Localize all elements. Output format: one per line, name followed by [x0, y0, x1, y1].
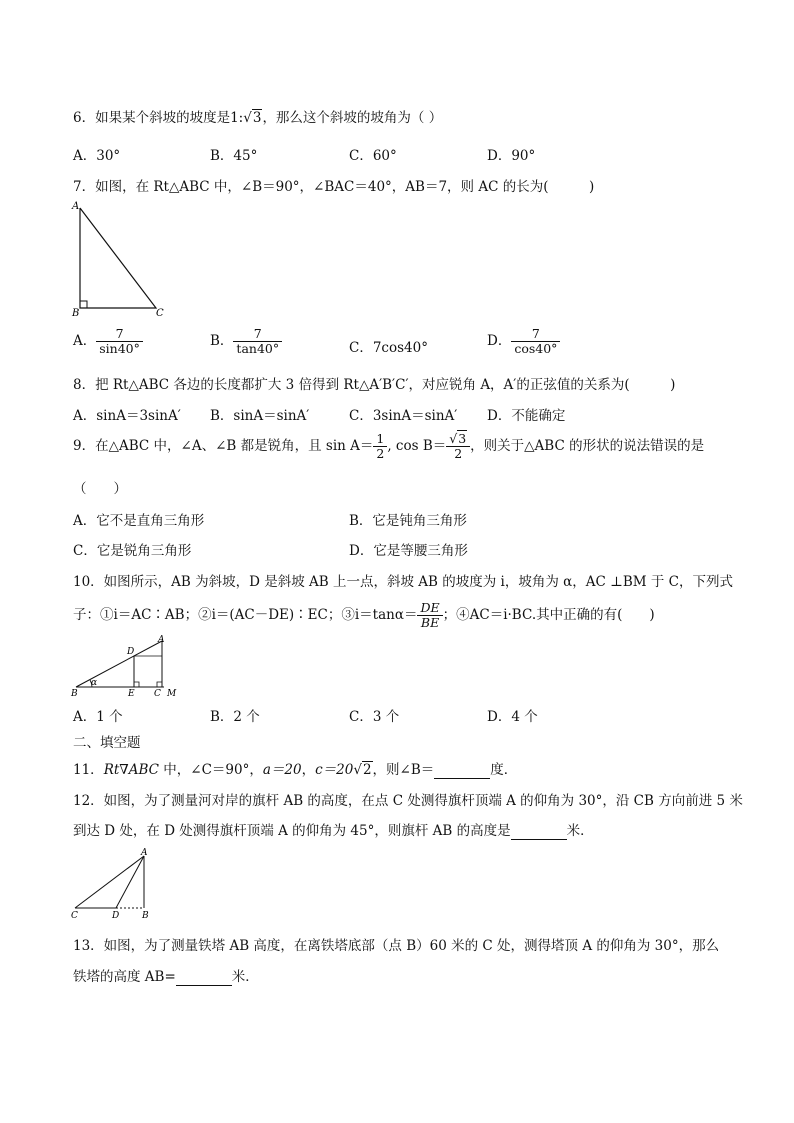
fraction: $\frac{7}{\cos 40^\circ}$ — [511, 327, 560, 356]
slope-ab — [76, 641, 162, 687]
right-angle-mark-e — [134, 682, 139, 687]
triangle-abc — [80, 208, 156, 308]
fraction-half: $\frac{1}{2}$ — [373, 432, 387, 461]
question-12-line-2: 到达 D 处，在 D 处测得旗杆顶端 A 的仰角为 45°，则旗杆 AB 的高度是 米． — [73, 823, 594, 839]
q11-answer-blank[interactable] — [434, 762, 490, 779]
q8-option-b: B．sinA＝sinA′ — [210, 408, 310, 424]
q8-option-d: D．不能确定 — [487, 408, 566, 424]
question-8: 8．把 Rt△ABC 各边的长度都扩大 3 倍得到 Rt△A′B′C′，对应锐角 A，A′的正弦值的关系为( ) — [73, 377, 676, 393]
label-a: A — [141, 848, 148, 858]
q6-option-a: A．30° — [73, 148, 121, 164]
fraction: $\frac{7}{\tan 40^\circ}$ — [233, 327, 282, 356]
q9-paren: （ ） — [73, 481, 127, 497]
label-alpha: α — [91, 678, 98, 688]
q10-slope-figure — [70, 632, 185, 698]
label-b: B — [72, 308, 80, 319]
q13-answer-blank[interactable] — [176, 969, 232, 986]
question-11: 11．Rt∇ABC 中，∠C＝90°，a＝20，c＝20√2，则∠B＝ 度． — [73, 762, 518, 778]
label-c: C — [156, 308, 164, 319]
question-10-line-2: 子：①i＝AC∶AB；②i＝(AC－DE)∶EC；③i＝tanα＝ $\frac{DE}{BE}$ ；④AC＝i·BC.其中正确的有( ) — [73, 600, 655, 630]
label-d: D — [127, 647, 135, 657]
sqrt-symbol: √ — [449, 431, 458, 446]
right-angle-mark-c — [157, 682, 162, 687]
q7-option-a: A． $\frac{7}{\sin 40^\circ}$ — [73, 327, 143, 356]
q7-option-c: C．7cos40° — [349, 340, 428, 356]
label-m: M — [167, 689, 177, 698]
question-6 — [73, 106, 442, 126]
q7-option-d: D． $\frac{7}{\cos 40^\circ}$ — [487, 327, 560, 356]
label-d: D — [112, 911, 120, 920]
q9-option-a: A．它不是直角三角形 — [73, 513, 205, 529]
q6-option-b: B．45° — [210, 148, 258, 164]
q6-tail: ，那么这个斜坡的坡角为（ ） — [262, 110, 443, 126]
q6-sqrt-value: 3 — [252, 110, 262, 126]
q7-triangle-figure — [68, 198, 178, 322]
q9-option-b: B．它是钝角三角形 — [349, 513, 467, 529]
label-c: C — [71, 911, 78, 920]
q6-option-c: C．60° — [349, 148, 397, 164]
q9-option-d: D．它是等腰三角形 — [349, 543, 468, 559]
fraction: $\frac{7}{\sin 40^\circ}$ — [96, 327, 143, 356]
sqrt-symbol: √ — [353, 762, 362, 778]
q8-option-c: C．3sinA＝sinA′ — [349, 408, 458, 424]
q10-option-b: B．2 个 — [210, 709, 260, 725]
section-title-fill-in: 二、填空题 — [73, 735, 141, 751]
label-b: B — [142, 911, 149, 920]
q10-option-d: D．4 个 — [487, 709, 538, 725]
sqrt-symbol: √ — [243, 110, 252, 126]
fraction-sqrt3-over-2: $\frac{√3}{2}$ — [446, 432, 470, 461]
question-12-line-1: 12．如图，为了测量河对岸的旗杆 AB 的高度，在点 C 处测得旗杆顶端 A 的仰角为 30°，沿 CB 方向前进 5 米 — [73, 793, 743, 809]
label-e: E — [128, 689, 135, 698]
q10-option-a: A．1 个 — [73, 709, 123, 725]
q9-option-c: C．它是锐角三角形 — [73, 543, 192, 559]
q8-option-a: A．sinA＝3sinA′ — [73, 408, 181, 424]
q6-option-d: D．90° — [487, 148, 536, 164]
label-a: A — [72, 201, 80, 212]
q12-flagpole-figure — [68, 848, 158, 920]
label-b: B — [71, 689, 78, 698]
fraction-de-over-be: $\frac{DE}{BE}$ — [417, 601, 442, 630]
question-7: 7．如图，在 Rt△ABC 中，∠B＝90°，∠BAC＝40°，AB＝7，则 AC 的长为( ) — [73, 179, 595, 195]
line-ca — [75, 856, 144, 908]
q6-text: 6．如果某个斜坡的坡度是 — [73, 110, 231, 126]
question-13-line-2: 铁塔的高度 AB= 米． — [73, 969, 259, 985]
question-9: 9．在△ABC 中，∠A、∠B 都是锐角，且 sin A＝ $\frac{1}{2}$ , cos B＝ $\frac{√3}{2}$ ，则关于△ABC 的形状的说法错误的是 — [73, 431, 705, 461]
label-c: C — [154, 689, 161, 698]
q6-ratio: 1: — [230, 110, 244, 126]
q10-option-c: C．3 个 — [349, 709, 400, 725]
q12-answer-blank[interactable] — [511, 823, 567, 840]
question-13-line-1: 13．如图，为了测量铁塔 AB 高度，在离铁塔底部（点 B）60 米的 C 处，测得塔顶 A 的仰角为 30°，那么 — [73, 938, 720, 954]
question-10-line-1: 10．如图所示，AB 为斜坡，D 是斜坡 AB 上一点，斜坡 AB 的坡度为 i，坡角为 α，AC ⊥BM 于 C，下列式 — [73, 574, 733, 590]
right-angle-mark — [80, 301, 87, 308]
q7-option-b: B． $\frac{7}{\tan 40^\circ}$ — [210, 327, 282, 356]
label-a: A — [158, 635, 165, 645]
line-da — [116, 856, 144, 908]
